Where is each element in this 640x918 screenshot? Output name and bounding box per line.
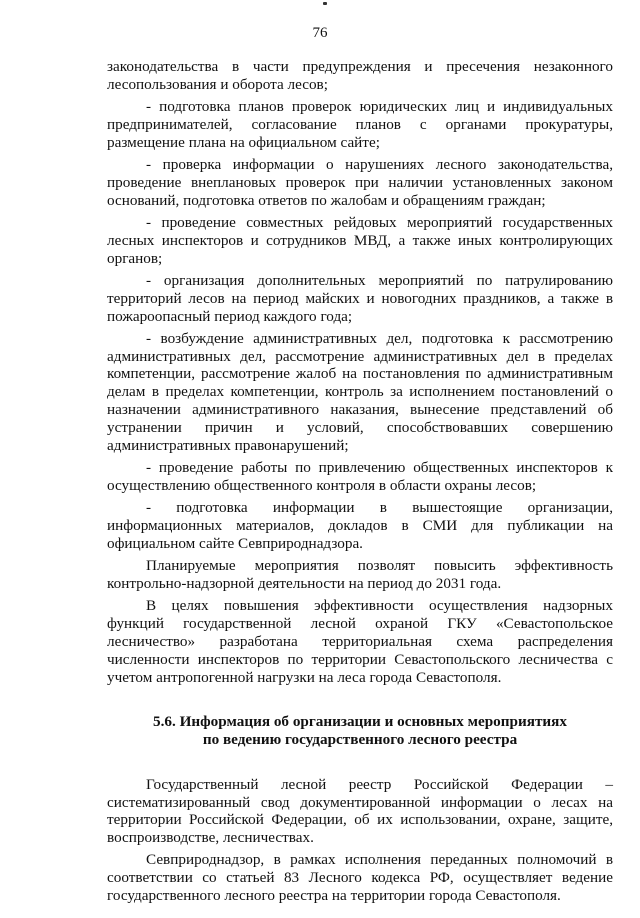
body-paragraph: - возбуждение административных дел, подготовка к рассмотрению административных дел, рассмотрение административных дел в пределах компетенции, рассмотрение жалоб на постановления по административным делам в пределах компетенции, контроль за исполнением постановлений о назначении административного наказания, вынесение представлений об устранении причин и условий, способствовавших совершению административных правонарушений;	[107, 329, 613, 455]
paragraphs-after-heading	[107, 776, 613, 906]
body-paragraph: Планируемые мероприятия позволят повысить эффективность контрольно-надзорной деятельности на период до 2031 года.	[107, 557, 613, 592]
section-heading-line-2: по ведению государственного лесного реестра	[202, 730, 518, 748]
section-heading-line-1: 5.6. Информация об организации и основных мероприятиях	[153, 712, 567, 730]
body-paragraph: - проведение совместных рейдовых мероприятий государственных лесных инспекторов и сотрудников МВД, а также иных контролирующих органов;	[107, 213, 613, 267]
section-heading	[107, 713, 613, 749]
body-paragraph: - проверка информации о нарушениях лесного законодательства, проведение внеплановых проверок при наличии установленных законом оснований, подготовка ответов по жалобам и обращениям граждан;	[107, 155, 613, 209]
body-paragraph: В целях повышения эффективности осуществления надзорных функций государственной лесной охраной ГКУ «Севастопольское лесничество» разработана территориальная схема распределения численности инспекторов по территории Севастопольского лесничества с учетом антропогенной нагрузки на леса города Севастополя.	[107, 597, 613, 686]
paragraphs-before-heading	[107, 58, 613, 687]
body-paragraph: законодательства в части предупреждения и пресечения незаконного лесопользования и оборота лесов;	[107, 58, 613, 93]
page-number: 76	[312, 25, 328, 41]
body-paragraph: - подготовка информации в вышестоящие организации, информационных материалов, докладов в СМИ для публикации на официальном сайте Севприроднадзора.	[107, 499, 613, 552]
document-body	[107, 58, 613, 909]
body-paragraph: - организация дополнительных мероприятий по патрулированию территорий лесов на период майских и новогодних праздников, а также в пожароопасный период каждого года;	[107, 271, 613, 325]
body-paragraph: - проведение работы по привлечению общественных инспекторов к осуществлению общественного контроля в области охраны лесов;	[107, 459, 613, 495]
body-paragraph: Государственный лесной реестр Российской Федерации – систематизированный свод документированной информации о лесах на территории Российской Федерации, об их использовании, охране, защите, воспроизводстве, лесничествах.	[107, 775, 613, 847]
body-paragraph: Севприроднадзор, в рамках исполнения переданных полномочий в соответствии со статьей 83 Лесного кодекса РФ, осуществляет ведение государственного лесного реестра на территории города Севастополя.	[107, 851, 613, 905]
scan-mark	[323, 2, 327, 5]
body-paragraph: - подготовка планов проверок юридических лиц и индивидуальных предпринимателей, согласование планов с органами прокуратуры, размещение плана на официальном сайте;	[107, 98, 613, 151]
